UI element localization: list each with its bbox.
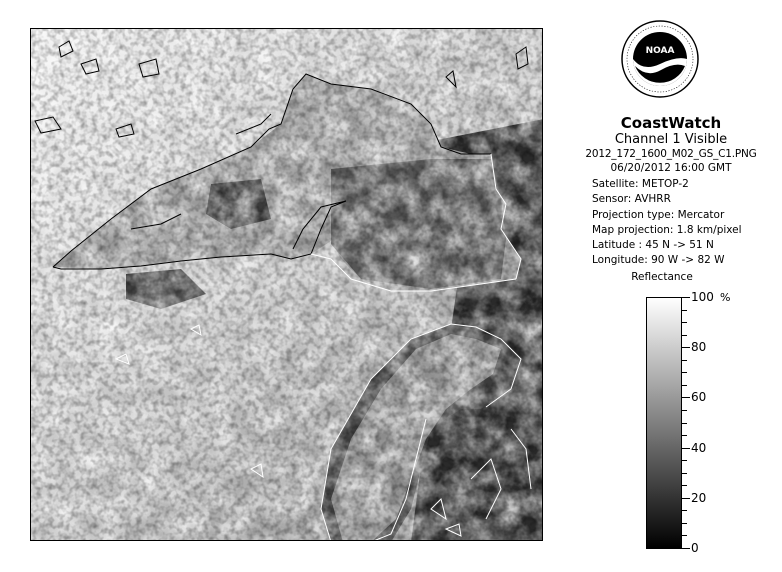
satellite-image [31, 29, 543, 541]
colorbar-tick [682, 548, 690, 549]
colorbar-tick [682, 360, 687, 361]
satellite-label: Satellite: METOP-2 [592, 178, 689, 190]
colorbar-tick-label: 100 [691, 290, 714, 304]
colorbar-tick [682, 460, 687, 461]
colorbar-tick [682, 423, 687, 424]
channel-label: Channel 1 Visible [614, 132, 728, 147]
colorbar-tick [682, 310, 687, 311]
colorbar-tick [682, 410, 687, 411]
satellite-map [30, 28, 543, 541]
colorbar-tick [682, 435, 687, 436]
sensor-label: Sensor: AVHRR [592, 193, 671, 206]
colorbar-tick [682, 385, 687, 386]
colorbar-unit: % [720, 291, 731, 304]
colorbar-tick [682, 510, 687, 511]
colorbar-tick [682, 322, 687, 323]
header-info [566, 114, 776, 175]
colorbar-tick-label: 60 [691, 390, 707, 404]
colorbar-tick [682, 347, 690, 348]
map-projection-label: Map projection: 1.8 km/pixel [592, 223, 742, 236]
colorbar-tick-label: 80 [691, 340, 707, 354]
filename-label: 2012_172_1600_M02_GS_C1.PNG [585, 148, 757, 160]
colorbar-tick [682, 335, 687, 336]
noaa-logo [621, 20, 699, 98]
latitude-label: Latitude : 45 N -> 51 N [592, 239, 714, 252]
noaa-logo-text: NOAA [645, 46, 675, 56]
colorbar-tick [682, 297, 690, 298]
colorbar-tick-label: 20 [691, 491, 707, 505]
colorbar-ticks [682, 290, 732, 555]
metadata-block [592, 177, 777, 269]
colorbar-tick [682, 473, 687, 474]
datetime-label: 06/20/2012 16:00 GMT [610, 162, 732, 174]
colorbar-tick [682, 448, 690, 449]
projection-type-label: Projection type: Mercator [592, 208, 725, 221]
colorbar-tick [682, 397, 690, 398]
colorbar-tick [682, 498, 690, 499]
colorbar [646, 297, 682, 549]
colorbar-tick-label: 40 [691, 441, 707, 455]
brand-title: CoastWatch [620, 114, 722, 132]
colorbar-title: Reflectance [631, 271, 693, 283]
colorbar-tick [682, 535, 687, 536]
colorbar-tick [682, 485, 687, 486]
longitude-label: Longitude: 90 W -> 82 W [592, 254, 725, 267]
colorbar-tick [682, 523, 687, 524]
colorbar-tick-label: 0 [691, 541, 699, 555]
colorbar-tick [682, 372, 687, 373]
noaa-seal-icon [621, 20, 699, 98]
